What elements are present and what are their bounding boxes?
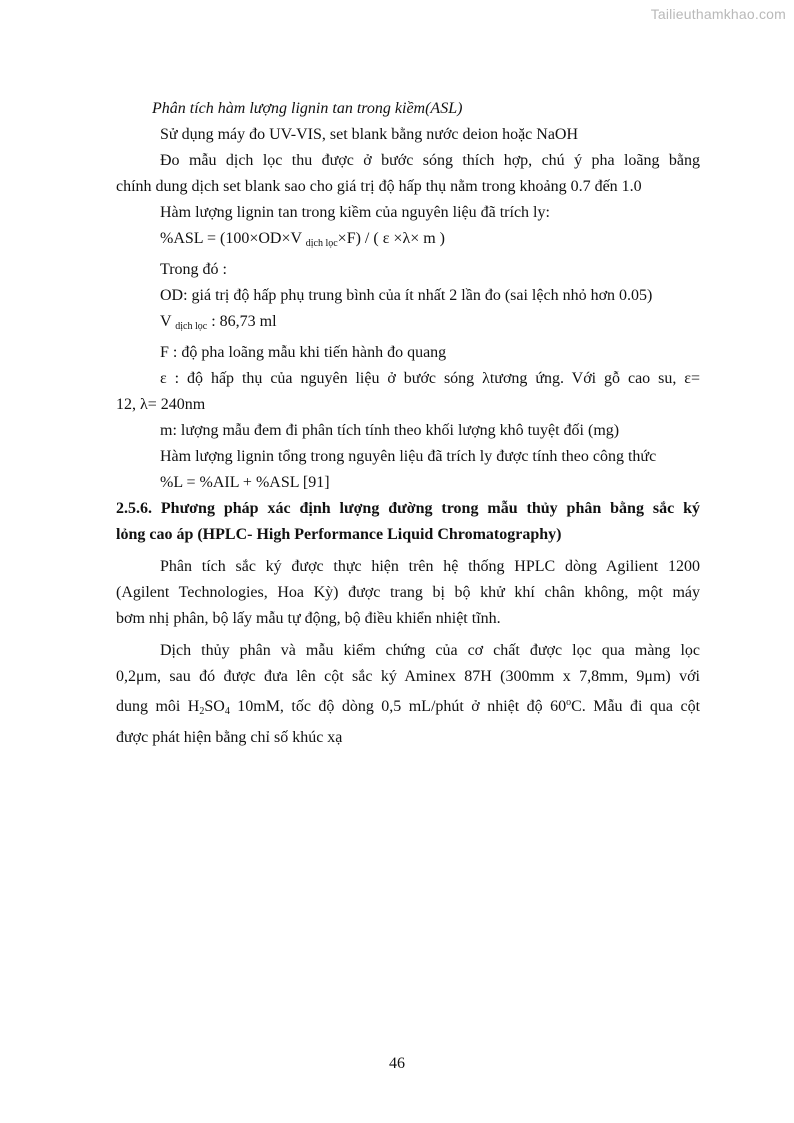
text-line: F : độ pha loãng mẫu khi tiến hành đo quang (160, 344, 447, 361)
text-line: Đo mẫu dịch lọc thu được ở bước sóng thích hợp, chú ý pha loãng bằng (160, 152, 700, 169)
text-line: m: lượng mẫu đem đi phân tích tính theo khối lượng khô tuyệt đối (mg) (160, 422, 620, 439)
text-line: Hàm lượng lignin tan trong kiềm của nguyên liệu đã trích ly: (160, 204, 550, 221)
text-line: 0,2μm, sau đó được đưa lên cột sắc ký Aminex 87H (300mm x 7,8mm, 9μm) với (116, 668, 700, 685)
text-line: Trong đó : (160, 261, 227, 278)
volume-line: V $_{dịch lọc}$ : 86,73 ml (160, 313, 277, 332)
text-line: Hàm lượng lignin tổng trong nguyên liệu đã trích ly được tính theo công thức (160, 448, 657, 465)
section-title-asl: Phân tích hàm lượng lignin tan trong kiềm(ASL) (152, 100, 463, 117)
text-line: dung môi $H_2SO_4$ 10mM, tốc độ dòng 0,5 mL/phút ở nhiệt độ 60$^o$C. Mẫu đi qua cột (116, 697, 701, 717)
text-line: chính dung dịch set blank sao cho giá trị độ hấp thụ nằm trong khoảng 0.7 đến 1.0 (116, 178, 642, 195)
text-line: (Agilent Technologies, Hoa Kỳ) được trang bị bộ khử khí chân không, một máy (116, 584, 700, 601)
text-line: bơm nhị phân, bộ lấy mẫu tự động, bộ điều khiển nhiệt tĩnh. (116, 610, 501, 627)
text-line: được phát hiện bằng chỉ số khúc xạ (116, 729, 343, 746)
text-line: Dịch thủy phân và mẫu kiểm chứng của cơ chất được lọc qua màng lọc (160, 642, 700, 659)
formula-total-lignin: %L = %AIL + %ASL [91] (160, 474, 330, 491)
text-line: OD: giá trị độ hấp phụ trung bình của ít nhất 2 lần đo (sai lệch nhỏ hơn 0.05) (160, 287, 653, 304)
page-number: 46 (389, 1055, 405, 1072)
text-line: Sử dụng máy đo UV-VIS, set blank bằng nước deion hoặc NaOH (160, 126, 579, 143)
formula-asl: %ASL = (100×OD×V $_{dịch lọc}$×F) / ( ε ×λ× m ) (160, 230, 445, 249)
text-line: ε : độ hấp thụ của nguyên liệu ở bước sóng λtương ứng. Với gỗ cao su, ε= (160, 370, 700, 387)
section-title-hplc: 2.5.6. Phương pháp xác định lượng đường trong mẫu thủy phân bằng sắc ký (116, 500, 700, 517)
section-title-hplc-cont: lỏng cao áp (HPLC- High Performance Liquid Chromatography) (116, 526, 562, 543)
watermark: Tailieuthamkhao.com (650, 6, 786, 22)
text-line: Phân tích sắc ký được thực hiện trên hệ thống HPLC dòng Agilient 1200 (160, 558, 700, 575)
text-line: 12, λ= 240nm (116, 396, 206, 413)
page-content (116, 96, 700, 751)
